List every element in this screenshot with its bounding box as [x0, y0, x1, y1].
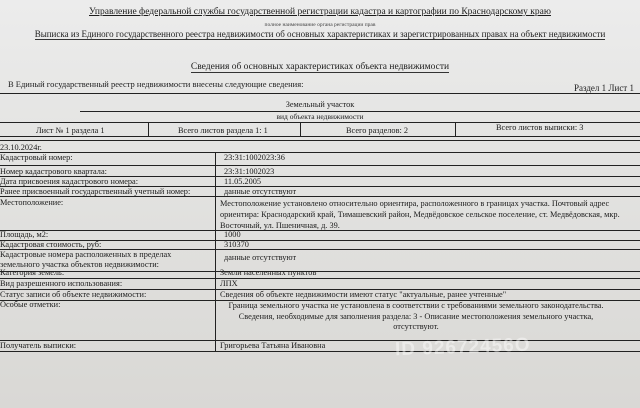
field-value-location: Местоположение установлено относительно ориентира, расположенного в границах участка. Почтовый адрес ориентира: Краснодарский край, Тимашевский район, Медвёдовское сельское поселение, ст. Медвёдовская, мкр. Восточный, ул. Пшеничная, д. 39. — [220, 199, 620, 230]
total-extract-sheets: Всего листов выписки: 3 — [496, 123, 584, 132]
sheet-number: Лист № 1 раздела 1 — [36, 126, 105, 135]
field-label-special-notes: Особые отметки: — [0, 300, 61, 309]
total-section-sheets: Всего листов раздела 1: 1 — [178, 126, 268, 135]
field-label-assignment-date: Дата присвоения кадастрового номера: — [0, 177, 139, 186]
divider — [0, 140, 640, 141]
field-label-record-status: Статус записи об объекте недвижимости: — [0, 290, 147, 299]
agency-caption: полное наименование органа регистрации прав — [264, 22, 376, 28]
agency-name: Управление федеральной службы государственной регистрации кадастра и картографии по Краснодарскому краю — [89, 7, 551, 17]
field-label-area: Площадь, м2: — [0, 230, 49, 239]
divider — [0, 196, 640, 197]
field-value-cadastral-quarter: 23:31:1002023 — [224, 167, 275, 176]
field-value-cadastral-value: 310370 — [224, 240, 249, 249]
divider — [148, 122, 149, 136]
object-type: Земельный участок — [285, 100, 355, 109]
extract-date: 23.10.2024г. — [0, 143, 42, 152]
field-value-special-notes: Граница земельного участка не установлена в соответствии с требованиями земельного законодательства. Сведения, необходимые для заполнения раздела: 3 - Описание местоположения земельного участка, отсутствуют. — [228, 301, 604, 331]
divider — [300, 122, 301, 136]
divider — [455, 122, 456, 136]
divider — [0, 271, 640, 272]
field-value-recipient: Григорьева Татьяна Ивановна — [220, 341, 326, 350]
field-label-cadastral-quarter: Номер кадастрового квартала: — [0, 167, 107, 176]
field-label-previous-number: Ранее присвоенный государственный учетный номер: — [0, 187, 191, 196]
divider — [0, 230, 640, 231]
field-label-cadastral-number: Кадастровый номер: — [0, 153, 73, 162]
section-sheet-number: Раздел 1 Лист 1 — [573, 83, 634, 93]
field-label-cadastral-value: Кадастровая стоимость, руб: — [0, 240, 102, 249]
field-value-objects-within: данные отсутствуют — [224, 253, 297, 262]
field-label-land-category: Категория земель: — [0, 268, 65, 277]
field-label-recipient: Получатель выписки: — [0, 341, 77, 350]
field-value-record-status: Сведения об объекте недвижимости имеют статус "актуальные, ранее учтенные" — [220, 290, 507, 299]
total-sections: Всего разделов: 2 — [346, 126, 409, 135]
field-value-land-category: Земли населенных пунктов — [220, 268, 317, 277]
divider — [0, 136, 640, 137]
section-title: Сведения об основных характеристиках объекта недвижимости — [190, 62, 450, 72]
watermark: ID 92672456О — [394, 334, 531, 361]
field-label-location: Местоположение: — [0, 198, 64, 207]
divider — [0, 165, 640, 166]
field-value-cadastral-number: 23:31:1002023:36 — [224, 153, 285, 162]
lead-text: В Единый государственный реестр недвижимости внесены следующие сведения: — [8, 79, 304, 89]
divider — [0, 152, 640, 153]
table-top-border — [0, 93, 640, 94]
extract-title: Выписка из Единого государственного реестра недвижимости об основных характеристиках и зарегистрированных правах на объект недвижимости — [34, 29, 606, 39]
object-type-caption: вид объекта недвижимости — [276, 112, 364, 121]
field-value-permitted-use: ЛПХ — [220, 279, 238, 288]
field-value-area: 1000 — [224, 230, 241, 239]
column-divider — [215, 152, 216, 351]
field-label-objects-within: Кадастровые номера расположенных в пределах земельного участка объектов недвижимости: — [0, 250, 172, 269]
field-label-permitted-use: Вид разрешенного использования: — [0, 279, 123, 288]
field-value-assignment-date: 11.05.2005 — [224, 177, 262, 186]
field-value-previous-number: данные отсутствуют — [224, 187, 297, 196]
